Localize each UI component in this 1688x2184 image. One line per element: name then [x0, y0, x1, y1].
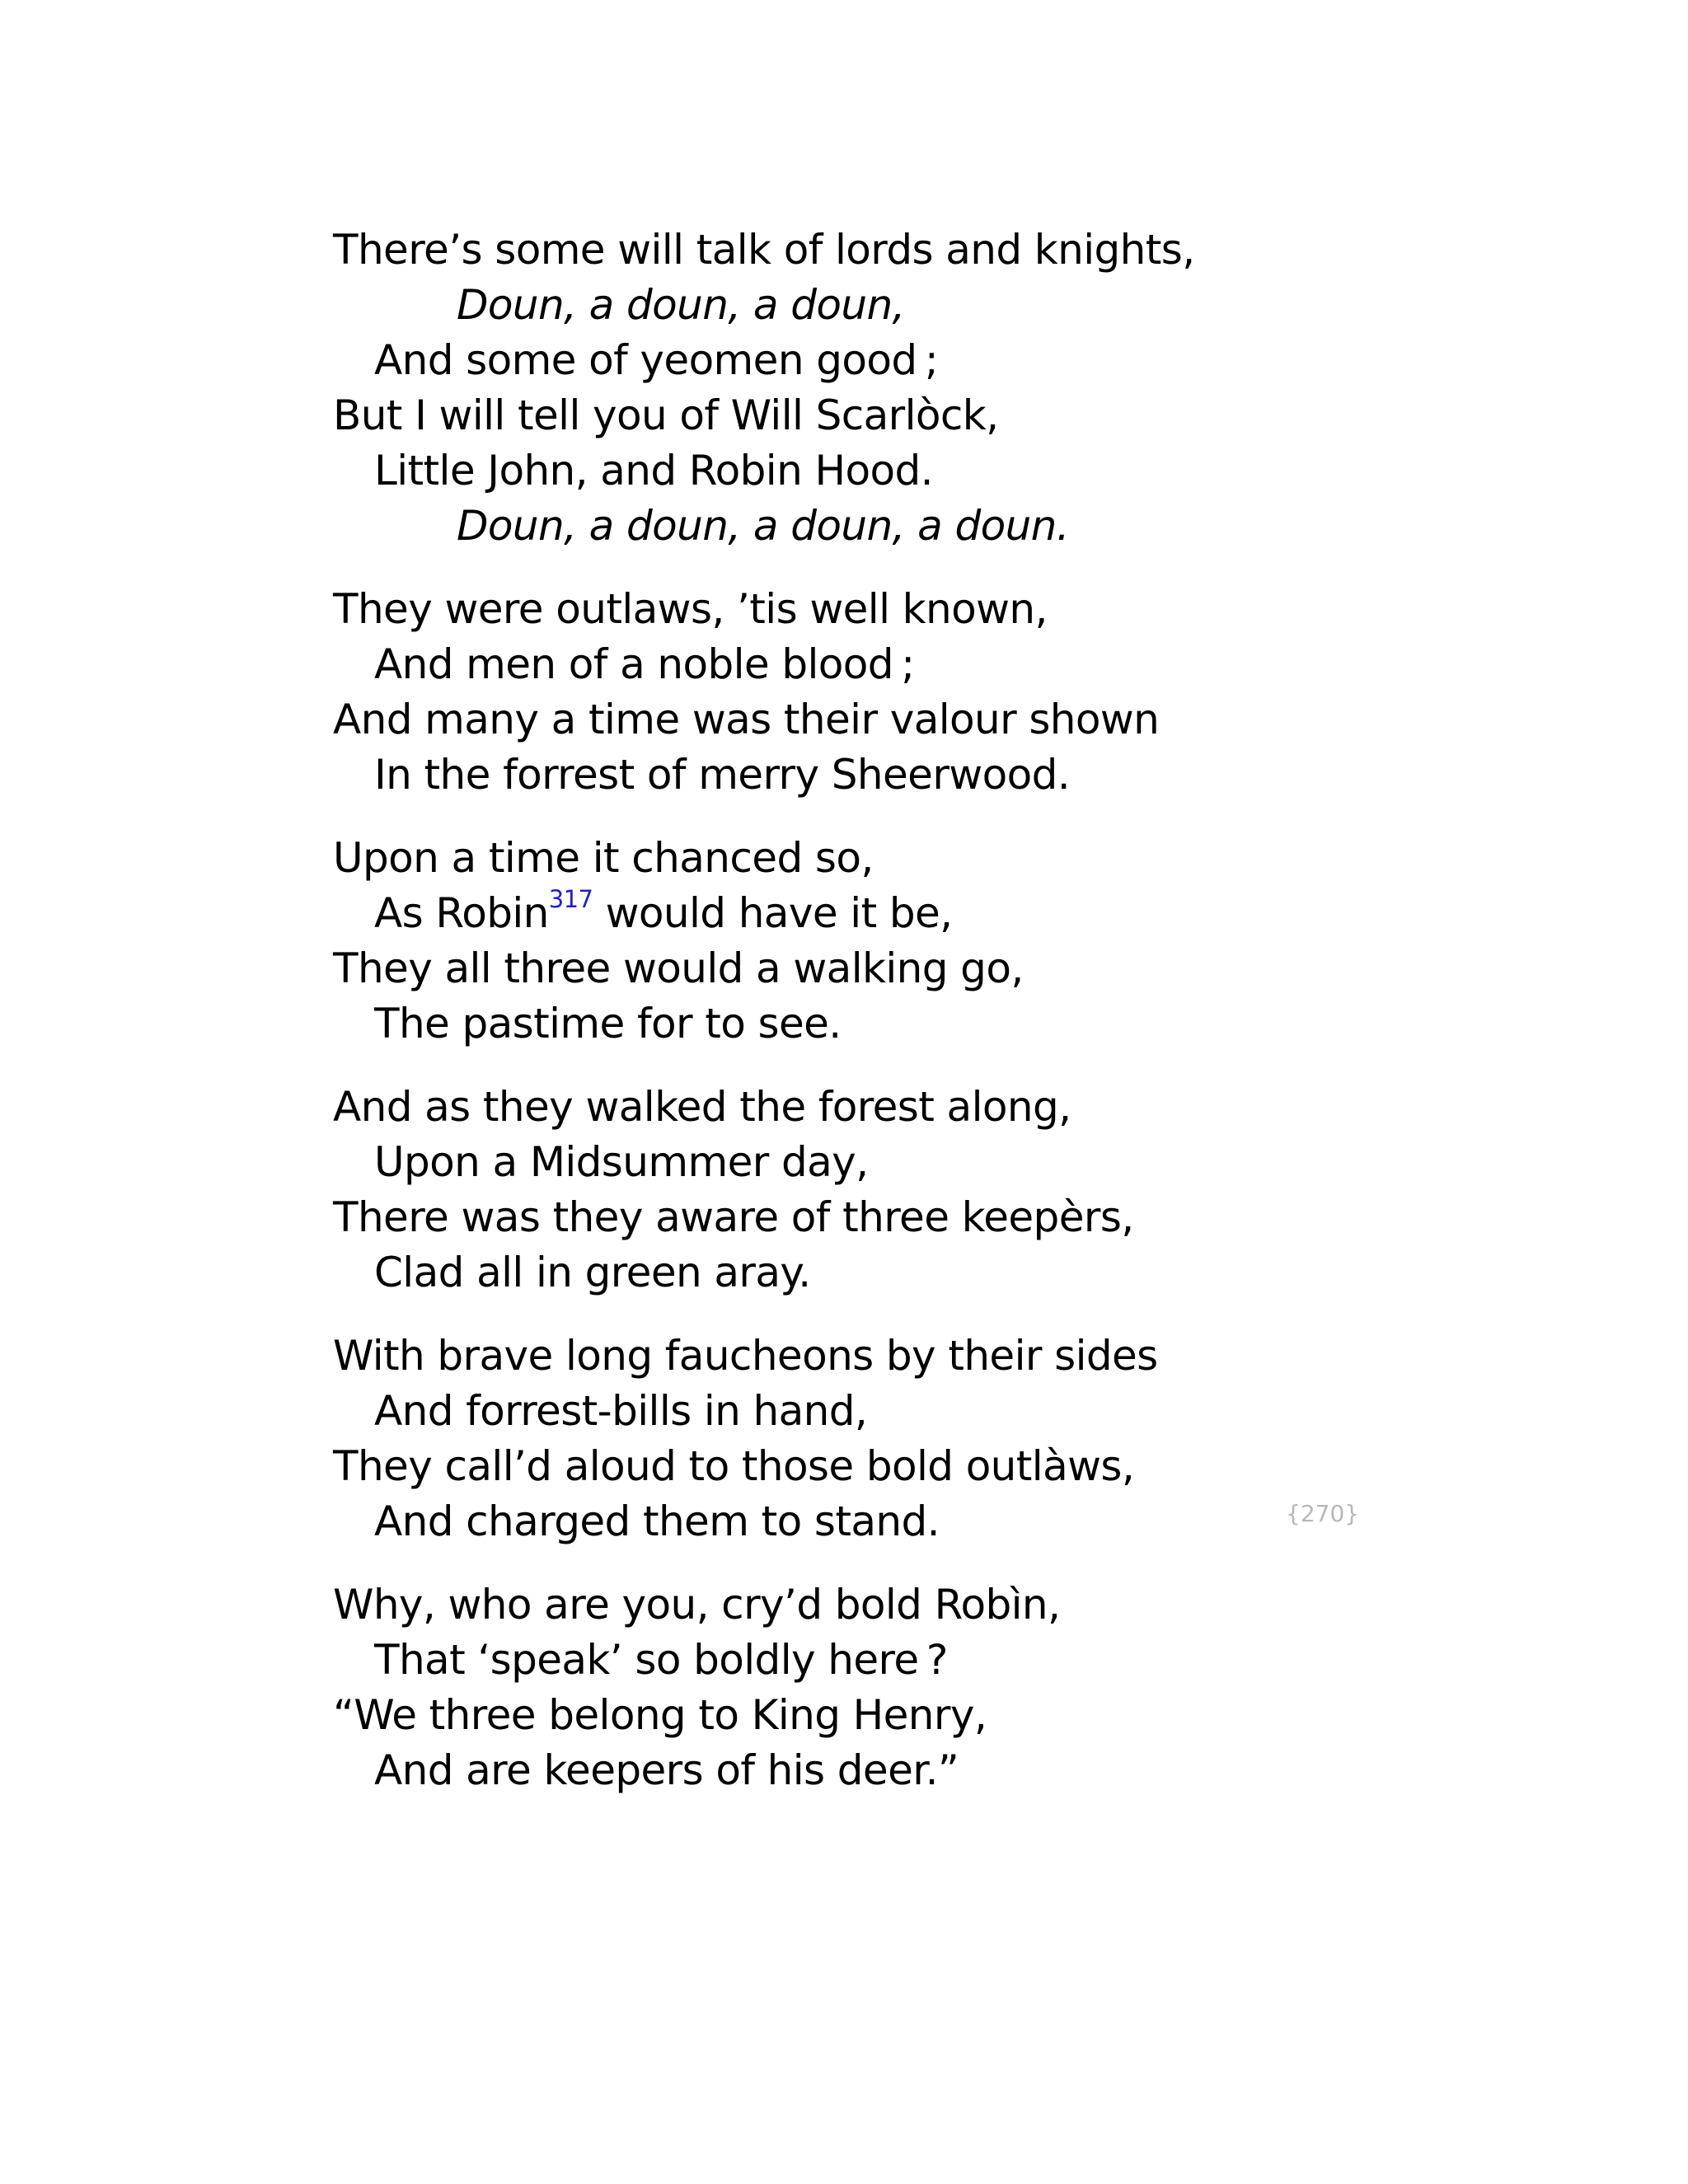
verse-line: But I will tell you of Will Scarlòck, [333, 391, 999, 439]
verse-line: And as they walked the forest along, [333, 1083, 1071, 1131]
stanza-3 [333, 831, 1404, 1052]
verse-line: Upon a Midsummer day, [374, 1138, 869, 1186]
verse-line: They all three would a walking go, [333, 944, 1024, 992]
verse-line: There was they aware of three keepèrs, [333, 1193, 1134, 1241]
verse-line: And many a time was their valour shown [333, 696, 1160, 743]
verse-line: And men of a noble blood ; [374, 640, 915, 688]
verse-line: In the forrest of merry Sheerwood. [374, 751, 1071, 799]
verse-line: They were outlaws, ’tis well known, [333, 585, 1048, 633]
refrain-line: Doun, a doun, a doun, a doun. [457, 502, 1070, 550]
verse-line: Little John, and Robin Hood. [374, 447, 933, 494]
stanza-2 [333, 582, 1404, 803]
verse-line: With brave long faucheons by their sides [333, 1332, 1158, 1380]
verse-line: And forrest-bills in hand, [374, 1387, 868, 1435]
stanza-6 [333, 1577, 1404, 1798]
verse-line: That ‘speak’ so boldly here ? [374, 1636, 948, 1684]
stanza-5 [333, 1329, 1404, 1549]
verse-line: Why, who are you, cry’d bold Robìn, [333, 1581, 1061, 1629]
verse-line: The pastime for to see. [374, 1000, 842, 1047]
verse-line: And are keepers of his deer.” [374, 1746, 959, 1794]
verse-line: “We three belong to King Henry, [333, 1691, 987, 1739]
verse-line: And some of yeomen good ; [374, 336, 939, 384]
stanza-1 [333, 223, 1404, 554]
verse-line: They call’d aloud to those bold outlàws, [333, 1442, 1135, 1490]
verse-text: As Robin [374, 889, 549, 937]
page-number: {270} [1286, 1500, 1360, 1527]
footnote-link[interactable]: 317 [548, 885, 593, 913]
verse-line-with-footnote [333, 886, 1404, 941]
verse-text: would have it be, [593, 889, 953, 937]
poem [333, 223, 1404, 1826]
stanza-4 [333, 1080, 1404, 1301]
verse-line: And charged them to stand. [374, 1497, 940, 1545]
verse-line: There’s some will talk of lords and knights, [333, 226, 1195, 274]
refrain-line: Doun, a doun, a doun, [457, 281, 905, 329]
verse-line: Clad all in green aray. [374, 1249, 811, 1296]
verse-line: Upon a time it chanced so, [333, 834, 874, 882]
